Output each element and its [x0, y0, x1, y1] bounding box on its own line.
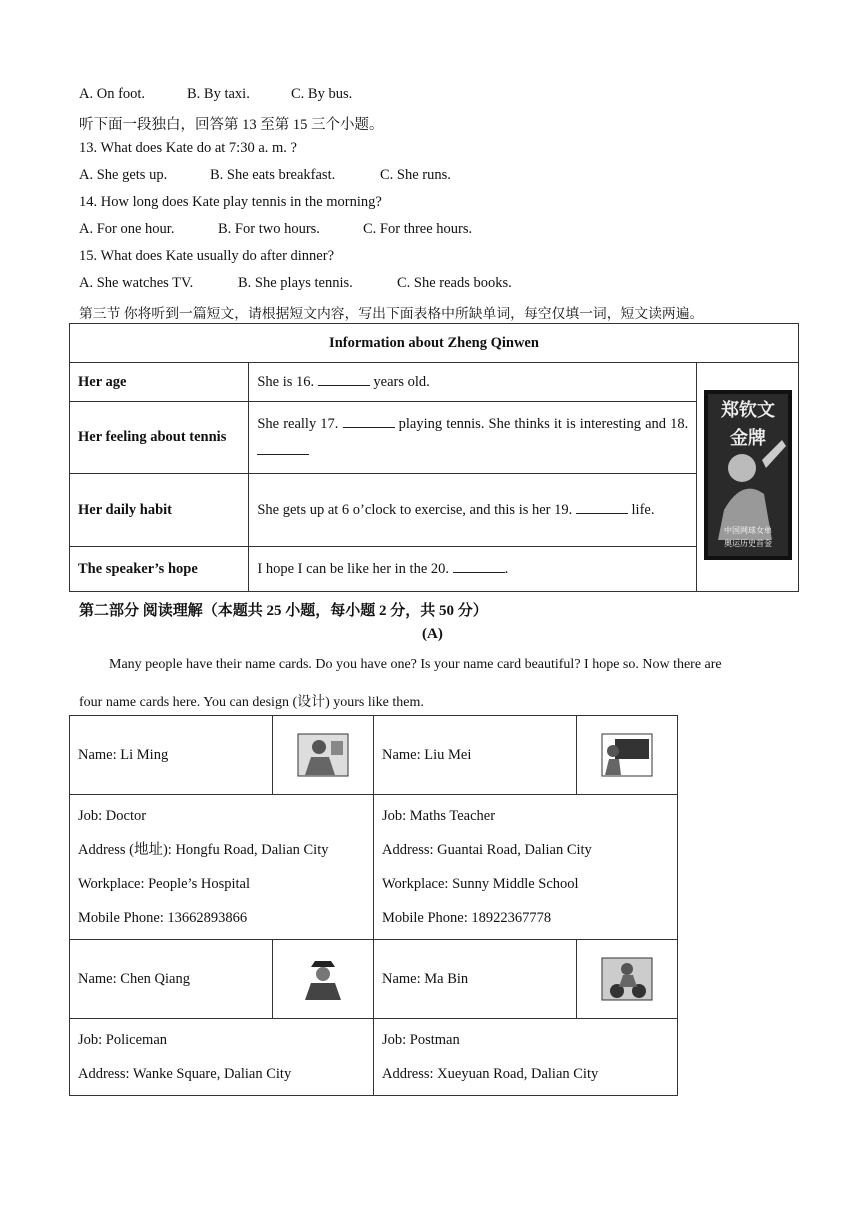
card-job: Job: Maths Teacher — [381, 808, 496, 824]
section3-instruction: 第三节 你将听到一篇短文，请根据短文内容，写出下面表格中所缺单词，每空仅填一词，短文读两遍。 — [79, 306, 704, 321]
policeman-icon — [297, 957, 349, 1001]
card-details — [70, 795, 374, 940]
q13-options — [79, 167, 451, 184]
doctor-icon — [297, 733, 349, 777]
card-address: Address (地址): Hongfu Road, Dalian City — [78, 842, 329, 858]
card-job: Job: Policeman — [78, 1032, 168, 1048]
info-table — [69, 323, 799, 592]
option: B. By taxi. — [187, 86, 250, 102]
svg-text:中国网球女单: 中国网球女单 — [723, 525, 772, 535]
answer-blank-16[interactable] — [318, 373, 370, 386]
card-details — [70, 1019, 374, 1096]
poster-cell — [697, 363, 799, 592]
card-address: Address: Xueyuan Road, Dalian City — [381, 1066, 599, 1082]
option: A. On foot. — [79, 86, 146, 102]
answer-blank-19[interactable] — [576, 501, 628, 514]
svg-text:奥运历史首金: 奥运历史首金 — [723, 538, 772, 548]
answer-blank-18[interactable] — [257, 442, 309, 455]
q14-question: 14. How long does Kate play tennis in the morning? — [79, 194, 382, 210]
answer-blank-17[interactable] — [343, 415, 395, 428]
option: A. For one hour. — [79, 221, 175, 237]
q12-options — [79, 86, 352, 103]
doctor-picture — [273, 716, 374, 795]
row-text: She really 17. playing tennis. She thinks it is interesting and 18. — [249, 402, 697, 474]
teacher-icon — [601, 733, 653, 777]
row-label: Her age — [70, 363, 249, 402]
card-address: Address: Wanke Square, Dalian City — [78, 1066, 292, 1082]
option: B. She plays tennis. — [238, 275, 353, 291]
card-address: Address: Guantai Road, Dalian City — [381, 842, 592, 858]
card-phone: Mobile Phone: 13662893866 — [78, 910, 248, 926]
passage-text-line1: Many people have their name cards. Do you have one? Is your name card beautiful? I hope so. Now there are — [109, 657, 722, 672]
card-job: Job: Doctor — [78, 808, 147, 824]
info-table-title: Information about Zheng Qinwen — [70, 324, 799, 363]
option: C. By bus. — [291, 86, 353, 102]
card-job: Job: Postman — [381, 1032, 460, 1048]
card-workplace: Workplace: Sunny Middle School — [381, 876, 579, 892]
postman-picture — [577, 940, 678, 1019]
card-name: Name: Ma Bin — [373, 940, 576, 1019]
row-label: Her daily habit — [70, 474, 249, 547]
svg-text:郑钦文: 郑钦文 — [720, 399, 775, 421]
row-text: She gets up at 6 o’clock to exercise, and this is her 19. life. — [249, 474, 697, 547]
card-name: Name: Li Ming — [70, 716, 273, 795]
zheng-qinwen-poster-image — [702, 390, 794, 560]
card-workplace: Workplace: People’s Hospital — [78, 876, 250, 892]
q14-options — [79, 221, 472, 238]
row-text: She is 16. years old. — [249, 363, 697, 402]
option: B. For two hours. — [218, 221, 320, 237]
teacher-picture — [577, 716, 678, 795]
q13-question: 13. What does Kate do at 7:30 a. m. ? — [79, 140, 297, 156]
card-details — [373, 1019, 677, 1096]
svg-text:金牌: 金牌 — [729, 427, 766, 449]
q15-question: 15. What does Kate usually do after dinner? — [79, 248, 335, 264]
name-cards-table — [69, 715, 678, 1096]
part2-heading: 第二部分 阅读理解（本题共 25 小题，每小题 2 分，共 50 分） — [79, 603, 488, 619]
passage-text-line2: four name cards here. You can design (设计) yours like them. — [79, 695, 424, 710]
row-label: Her feeling about tennis — [70, 402, 249, 474]
card-name: Name: Chen Qiang — [70, 940, 273, 1019]
passage-label: (A) — [422, 626, 443, 642]
option: C. She runs. — [380, 167, 451, 183]
postman-icon — [601, 957, 653, 1001]
option: A. She gets up. — [79, 167, 168, 183]
policeman-picture — [273, 940, 374, 1019]
card-name: Name: Liu Mei — [373, 716, 576, 795]
monologue-intro: 听下面一段独白，回答第 13 至第 15 三个小题。 — [79, 117, 384, 133]
option: C. For three hours. — [363, 221, 473, 237]
option: B. She eats breakfast. — [210, 167, 336, 183]
option: A. She watches TV. — [79, 275, 194, 291]
row-text: I hope I can be like her in the 20. . — [249, 547, 697, 592]
row-label: The speaker’s hope — [70, 547, 249, 592]
answer-blank-20[interactable] — [453, 560, 505, 573]
card-phone: Mobile Phone: 18922367778 — [381, 910, 552, 926]
option: C. She reads books. — [397, 275, 512, 291]
q15-options — [79, 275, 512, 292]
card-details — [373, 795, 677, 940]
